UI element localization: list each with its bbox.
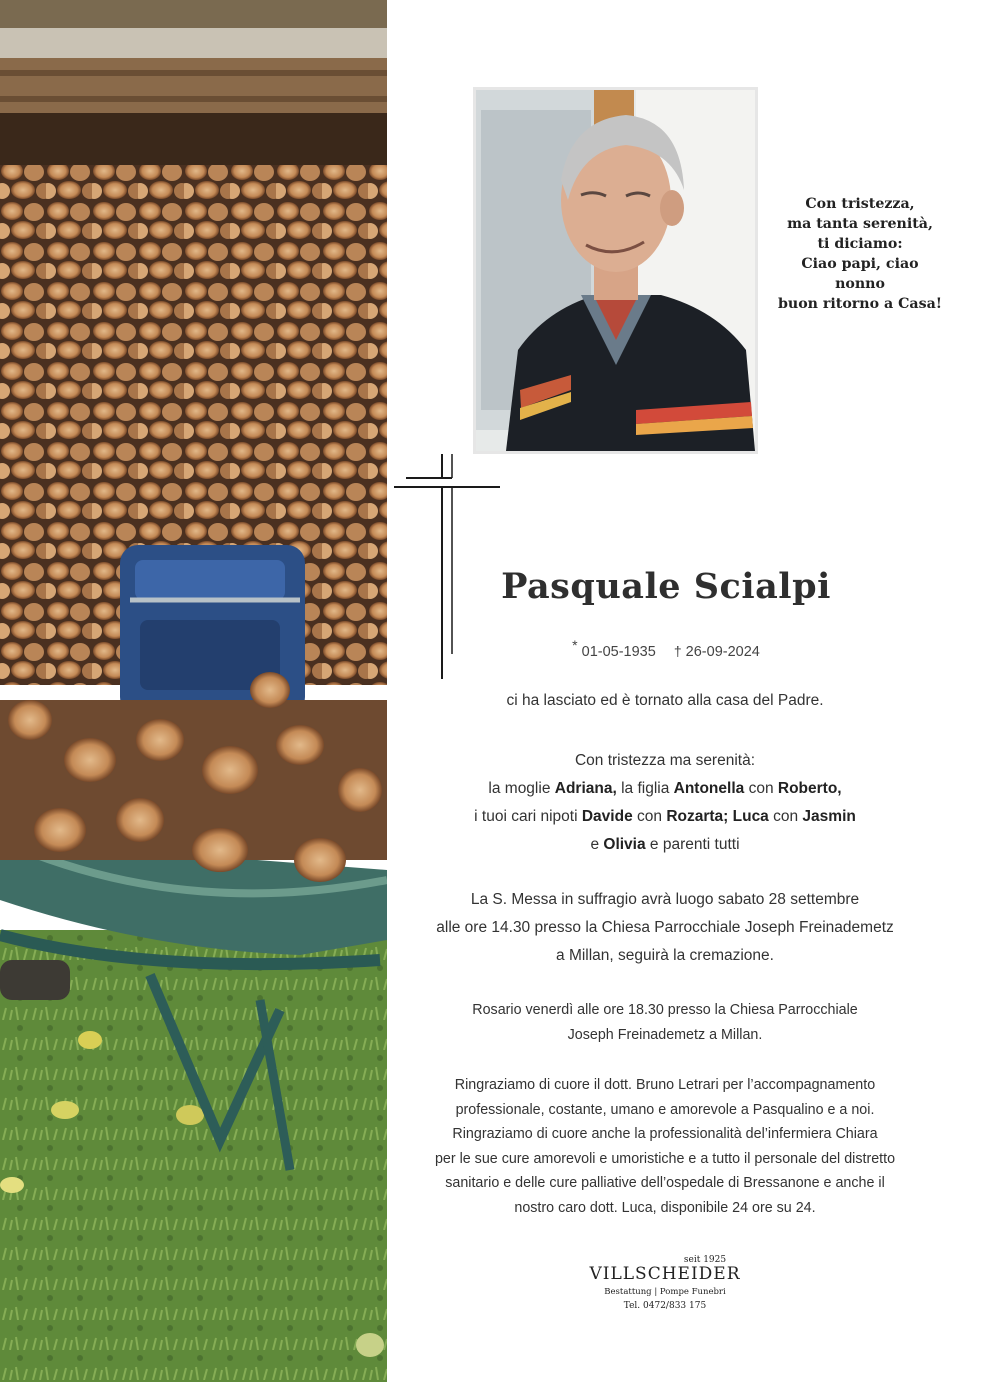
quote-line: Con tristezza, xyxy=(805,196,915,212)
family-line: i tuoi cari nipoti Davide con Rozarta; Luca con Jasmin xyxy=(474,808,856,825)
quote-line: buon ritorno a Casa! xyxy=(777,296,943,312)
rosary-details xyxy=(415,998,915,1048)
logo-since: seit 1925 xyxy=(683,1255,727,1265)
rosary-line: Joseph Freinademetz a Millan. xyxy=(567,1027,763,1043)
quote-line: ti diciamo: xyxy=(817,236,903,252)
mass-details xyxy=(415,886,915,970)
mass-line: a Millan, seguirà la cremazione. xyxy=(556,947,774,964)
passing-announcement: ci ha lasciato ed è tornato alla casa del Padre. xyxy=(506,692,824,709)
thanks-line: professionale, costante, umano e amorevole a Pasqualino e a noi. xyxy=(455,1101,875,1118)
farewell-quote xyxy=(772,194,948,314)
logo-name: VILLSCHEIDER xyxy=(589,1264,741,1284)
deceased-name: Pasquale Scialpi xyxy=(501,566,831,607)
portrait-photo xyxy=(473,87,758,454)
thanks-line: Ringraziamo di cuore il dott. Bruno Letrari per l’accompagnamento xyxy=(454,1077,876,1093)
quote-line: ma tanta serenità, xyxy=(787,216,933,232)
mass-line: La S. Messa in suffragio avrà luogo sabato 28 settembre xyxy=(470,891,860,908)
mass-line: alle ore 14.30 presso la Chiesa Parrocchiale Joseph Freinademetz xyxy=(436,919,894,936)
quote-line: nonno xyxy=(835,276,885,292)
birth-date: * 01-05-1935 xyxy=(572,637,656,660)
thanks-line: nostro caro dott. Luca, disponibile 24 ore su 24. xyxy=(514,1199,816,1216)
firewood-wheelbarrow-image xyxy=(0,0,387,1382)
family-line: la moglie Adriana, la figlia Antonella con Roberto, xyxy=(488,780,842,797)
funeral-home-logo xyxy=(560,1255,770,1311)
quote-line: Ciao papi, ciao xyxy=(801,256,919,272)
death-date: † 26-09-2024 xyxy=(673,642,760,660)
rosary-line: Rosario venerdì alle ore 18.30 presso la Chiesa Parrocchiale xyxy=(472,1002,858,1018)
life-dates xyxy=(420,637,912,660)
thanks-line: per le sue cure amorevoli e umoristiche e a tutto il personale del distretto xyxy=(434,1150,896,1167)
logo-phone: Tel. 0472/833 175 xyxy=(623,1301,707,1311)
thanks-line: Ringraziamo di cuore anche la professionalità del’infermiera Chiara xyxy=(452,1126,878,1142)
logo-subtitle: Bestattung | Pompe Funebri xyxy=(604,1287,726,1297)
family-intro: Con tristezza ma serenità: xyxy=(574,752,756,769)
thanks-line: sanitario e delle cure palliative dell’ospedale di Bressanone e anche il xyxy=(445,1175,885,1191)
family-list xyxy=(415,747,915,859)
family-line: e Olivia e parenti tutti xyxy=(590,836,740,853)
acknowledgements xyxy=(415,1073,915,1220)
